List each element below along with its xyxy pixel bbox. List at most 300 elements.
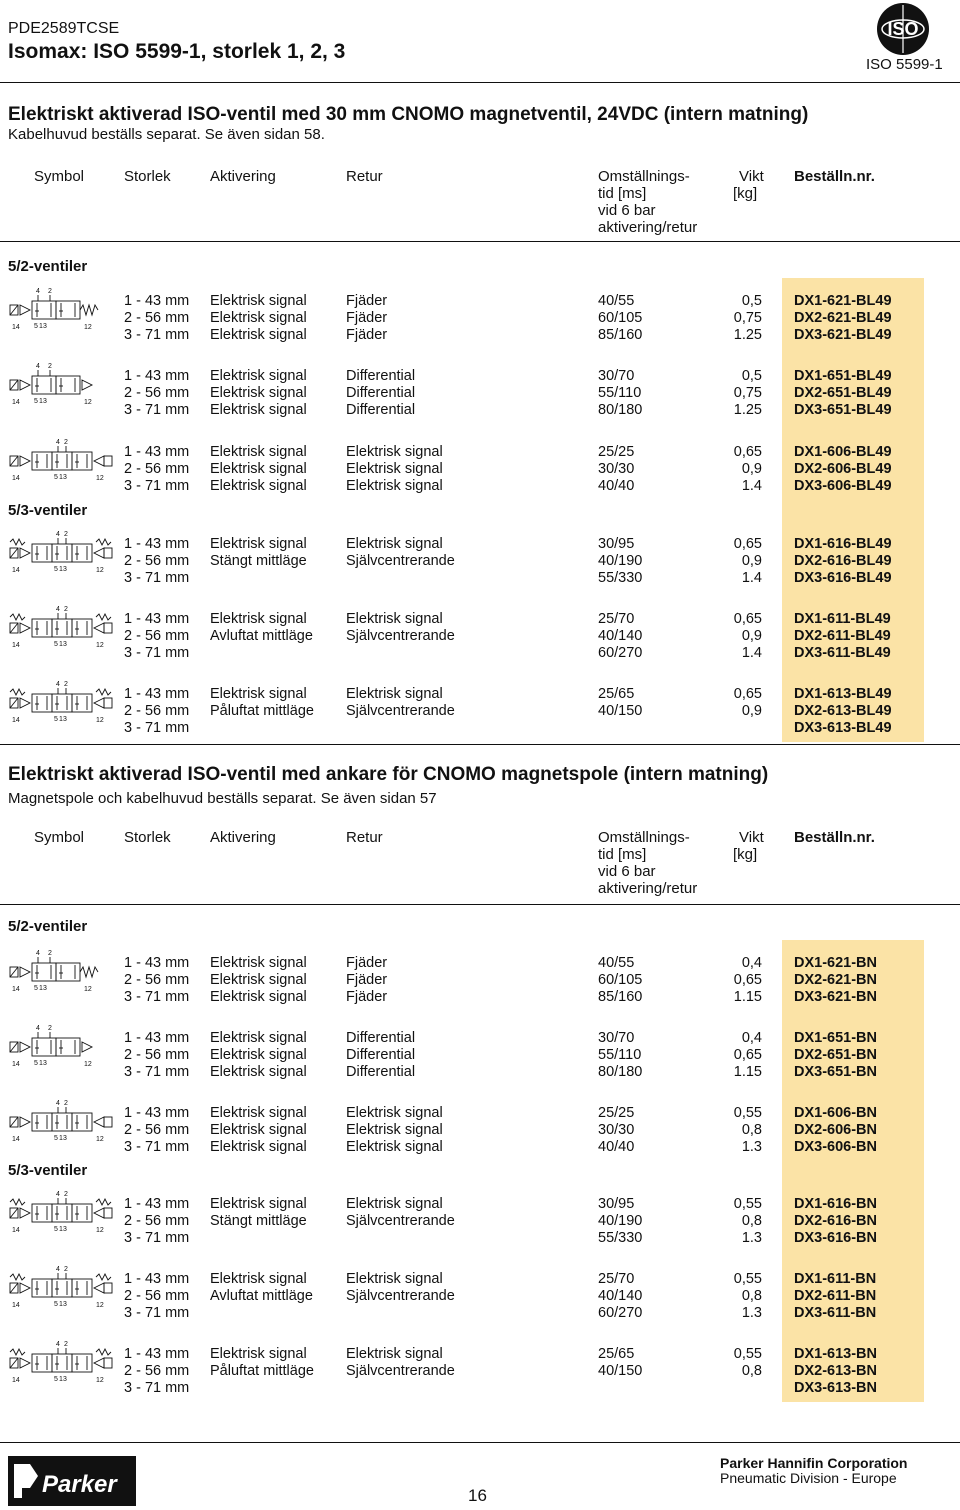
row-weight: 1.15: [733, 1064, 762, 1080]
corporation-name: Parker Hannifin Corporation: [720, 1455, 908, 1471]
port-label-p1: 1: [59, 1226, 63, 1233]
port-label-p4: 4: [56, 531, 60, 538]
row-size: 2 - 56 mm: [124, 461, 190, 477]
row-size: 3 - 71 mm: [124, 402, 190, 418]
port-label-p12: 12: [96, 1136, 104, 1143]
row-switch-time: 40/150: [598, 703, 643, 719]
section1-group-52: 5/2-ventiler: [8, 258, 88, 275]
row-size: 3 - 71 mm: [124, 1380, 190, 1396]
row-weight: 1.15: [733, 989, 762, 1005]
row-weight: 1.25: [733, 402, 762, 418]
row-switch-time: 85/160: [598, 989, 643, 1005]
row-weight: 0,65: [733, 536, 762, 552]
row-actuation: Elektrisk signal: [210, 310, 307, 326]
port-label-p1: 1: [39, 398, 43, 405]
column-header-omst-3: vid 6 bar: [598, 202, 656, 219]
port-label-p14: 14: [12, 642, 20, 649]
row-order-number: DX2-616-BL49: [794, 553, 892, 569]
row-actuation: Elektrisk signal: [210, 686, 307, 702]
row-switch-time: 55/330: [598, 570, 643, 586]
row-order-number: DX1-651-BN: [794, 1030, 877, 1046]
port-label-p5: 5: [54, 1135, 58, 1142]
row-size: 1 - 43 mm: [124, 293, 190, 309]
order-number-highlight: [782, 940, 924, 1402]
row-order-number: DX3-606-BL49: [794, 478, 892, 494]
row-switch-time: 40/55: [598, 293, 635, 309]
row-return: Elektrisk signal: [346, 611, 443, 627]
section1-group-53: 5/3-ventiler: [8, 502, 88, 519]
port-label-p12: 12: [96, 642, 104, 649]
row-return: Elektrisk signal: [346, 1122, 443, 1138]
row-size: 1 - 43 mm: [124, 536, 190, 552]
row-size: 3 - 71 mm: [124, 645, 190, 661]
row-return: Differential: [346, 368, 416, 384]
division-name: Pneumatic Division - Europe: [720, 1470, 897, 1486]
port-label-p3: 3: [43, 985, 47, 992]
valve-symbol: [6, 287, 116, 337]
row-size: 3 - 71 mm: [124, 720, 190, 736]
port-label-p14: 14: [12, 1136, 20, 1143]
row-order-number: DX2-651-BN: [794, 1047, 877, 1063]
row-order-number: DX3-611-BL49: [794, 645, 891, 661]
row-return: Elektrisk signal: [346, 686, 443, 702]
column-header-order-number: Beställn.nr.: [794, 829, 875, 846]
section2-title: Elektriskt aktiverad ISO-ventil med ankare för CNOMO magnetspole (intern matning): [8, 764, 769, 785]
valve-symbol: [6, 530, 116, 580]
parker-logo-text: Parker: [42, 1471, 117, 1498]
row-switch-time: 55/110: [598, 385, 642, 401]
row-switch-time: 40/140: [598, 628, 643, 644]
column-header-omst-1: Omställnings-: [598, 829, 690, 846]
row-switch-time: 30/70: [598, 1030, 635, 1046]
row-switch-time: 55/330: [598, 1230, 643, 1246]
row-weight: 0,55: [733, 1346, 762, 1362]
row-switch-time: 30/70: [598, 368, 635, 384]
row-return: Elektrisk signal: [346, 1346, 443, 1362]
row-size: 2 - 56 mm: [124, 1047, 190, 1063]
port-label-p5: 5: [54, 1376, 58, 1383]
port-label-p4: 4: [56, 1266, 60, 1273]
row-weight: 0,75: [733, 310, 762, 326]
row-actuation: Elektrisk signal: [210, 989, 307, 1005]
row-switch-time: 25/65: [598, 1346, 635, 1362]
port-label-p4: 4: [56, 606, 60, 613]
port-label-p14: 14: [12, 567, 20, 574]
row-actuation: Elektrisk signal: [210, 536, 307, 552]
port-label-p14: 14: [12, 717, 20, 724]
port-label-p4: 4: [36, 288, 40, 295]
row-order-number: DX2-621-BL49: [794, 310, 892, 326]
row-weight: 1.3: [741, 1230, 762, 1246]
port-label-p12: 12: [96, 475, 104, 482]
row-return: Fjäder: [346, 955, 388, 971]
valve-symbol: [6, 362, 116, 412]
row-size: 3 - 71 mm: [124, 1305, 190, 1321]
row-actuation: Stängt mittläge: [210, 553, 307, 569]
row-size: 2 - 56 mm: [124, 385, 190, 401]
column-header-symbol: Symbol: [34, 829, 85, 846]
row-weight: 0,8: [741, 1363, 762, 1379]
row-size: 2 - 56 mm: [124, 972, 190, 988]
row-size: 1 - 43 mm: [124, 368, 190, 384]
row-size: 2 - 56 mm: [124, 1213, 190, 1229]
row-return: Fjäder: [346, 972, 388, 988]
column-header-vikt-2: [kg]: [733, 846, 758, 863]
section1-title: Elektriskt aktiverad ISO-ventil med 30 mm CNOMO magnetventil, 24VDC (intern matning): [8, 104, 809, 125]
valve-symbol: [6, 1024, 116, 1074]
column-header-omst-1: Omställnings-: [598, 168, 690, 185]
row-actuation: Elektrisk signal: [210, 1346, 307, 1362]
row-switch-time: 30/30: [598, 1122, 635, 1138]
section2-group-52: 5/2-ventiler: [8, 918, 88, 935]
row-switch-time: 30/95: [598, 1196, 635, 1212]
port-label-p1: 1: [59, 474, 63, 481]
row-return: Elektrisk signal: [346, 461, 443, 477]
row-size: 2 - 56 mm: [124, 553, 190, 569]
row-weight: 0,5: [741, 368, 762, 384]
port-label-p3: 3: [63, 1135, 67, 1142]
row-return: Elektrisk signal: [346, 1196, 443, 1212]
row-order-number: DX1-651-BL49: [794, 368, 892, 384]
row-weight: 0,9: [741, 461, 762, 477]
row-order-number: DX1-616-BN: [794, 1196, 877, 1212]
row-weight: [700, 1380, 762, 1397]
row-return: Självcentrerande: [346, 1213, 455, 1229]
iso-logo: [876, 2, 930, 56]
valve-symbol: [6, 949, 116, 999]
row-return: Differential: [346, 1064, 416, 1080]
iso-logo-text: ISO: [887, 19, 919, 39]
row-switch-time: 25/25: [598, 444, 635, 460]
row-weight: 1.3: [741, 1139, 762, 1155]
port-label-p5: 5: [34, 398, 38, 405]
row-order-number: DX3-621-BN: [794, 989, 877, 1005]
row-size: 1 - 43 mm: [124, 955, 190, 971]
row-switch-time: 25/65: [598, 686, 635, 702]
parker-logo: [8, 1456, 136, 1506]
row-actuation: Elektrisk signal: [210, 327, 307, 343]
row-order-number: DX3-651-BL49: [794, 402, 892, 418]
row-size: 1 - 43 mm: [124, 444, 190, 460]
valve-symbol: [6, 1099, 116, 1149]
row-order-number: DX1-613-BL49: [794, 686, 892, 702]
row-weight: 1.4: [741, 570, 762, 586]
row-switch-time: 60/270: [598, 1305, 643, 1321]
row-switch-time: 80/180: [598, 1064, 643, 1080]
row-weight: 0,65: [733, 444, 762, 460]
port-label-p3: 3: [63, 1376, 67, 1383]
row-order-number: DX3-613-BN: [794, 1380, 877, 1396]
row-actuation: Elektrisk signal: [210, 293, 307, 309]
row-switch-time: 80/180: [598, 402, 643, 418]
port-label-p1: 1: [59, 566, 63, 573]
row-actuation: Påluftat mittläge: [210, 703, 314, 719]
row-weight: [700, 720, 762, 737]
row-size: 3 - 71 mm: [124, 1139, 190, 1155]
column-header-aktivering: Aktivering: [210, 829, 276, 846]
row-actuation: Elektrisk signal: [210, 385, 307, 401]
column-header-vikt-2: [kg]: [733, 185, 758, 202]
row-switch-time: 25/70: [598, 611, 635, 627]
row-size: 3 - 71 mm: [124, 478, 190, 494]
row-actuation: Elektrisk signal: [210, 444, 307, 460]
row-actuation: Påluftat mittläge: [210, 1363, 314, 1379]
divider: [0, 241, 960, 242]
row-size: 2 - 56 mm: [124, 1122, 190, 1138]
valve-symbol: [6, 1340, 116, 1390]
row-weight: 0,65: [733, 611, 762, 627]
row-order-number: DX1-613-BN: [794, 1346, 877, 1362]
row-weight: 0,9: [741, 628, 762, 644]
valve-symbol: [6, 680, 116, 730]
row-return: Elektrisk signal: [346, 444, 443, 460]
row-actuation: Elektrisk signal: [210, 1105, 307, 1121]
port-label-p12: 12: [96, 717, 104, 724]
row-order-number: DX1-611-BL49: [794, 611, 891, 627]
column-header-omst-4: aktivering/retur: [598, 219, 698, 236]
port-label-p1: 1: [39, 323, 43, 330]
valve-symbol: [6, 1265, 116, 1315]
row-actuation: Elektrisk signal: [210, 1122, 307, 1138]
row-switch-time: 85/160: [598, 327, 643, 343]
row-size: 1 - 43 mm: [124, 1105, 190, 1121]
port-label-p12: 12: [96, 1302, 104, 1309]
row-size: 2 - 56 mm: [124, 628, 190, 644]
port-label-p14: 14: [12, 986, 20, 993]
port-label-p2: 2: [48, 363, 52, 370]
port-label-p4: 4: [56, 681, 60, 688]
row-order-number: DX3-611-BN: [794, 1305, 877, 1321]
row-size: 1 - 43 mm: [124, 611, 190, 627]
row-actuation: Elektrisk signal: [210, 1139, 307, 1155]
row-weight: 0,4: [741, 955, 762, 971]
port-label-p2: 2: [64, 1266, 68, 1273]
row-return: Elektrisk signal: [346, 1271, 443, 1287]
port-label-p12: 12: [84, 399, 92, 406]
column-header-omst-3: vid 6 bar: [598, 863, 656, 880]
row-return: Fjäder: [346, 989, 388, 1005]
port-label-p3: 3: [63, 716, 67, 723]
port-label-p3: 3: [63, 566, 67, 573]
row-actuation: Avluftat mittläge: [210, 628, 313, 644]
row-switch-time: 55/110: [598, 1047, 642, 1063]
row-weight: 0,5: [741, 293, 762, 309]
port-label-p3: 3: [43, 398, 47, 405]
row-order-number: DX2-606-BN: [794, 1122, 877, 1138]
row-order-number: DX2-651-BL49: [794, 385, 892, 401]
port-label-p5: 5: [54, 716, 58, 723]
port-label-p1: 1: [59, 1301, 63, 1308]
row-order-number: DX3-651-BN: [794, 1064, 877, 1080]
row-actuation: Elektrisk signal: [210, 368, 307, 384]
row-order-number: DX2-611-BN: [794, 1288, 877, 1304]
port-label-p1: 1: [59, 716, 63, 723]
divider: [0, 82, 960, 83]
row-switch-time: 40/40: [598, 478, 635, 494]
row-actuation: Elektrisk signal: [210, 478, 307, 494]
port-label-p5: 5: [54, 1226, 58, 1233]
row-switch-time: 25/25: [598, 1105, 635, 1121]
row-return: Självcentrerande: [346, 628, 455, 644]
row-order-number: DX2-606-BL49: [794, 461, 892, 477]
divider: [0, 1442, 960, 1443]
port-label-p14: 14: [12, 1061, 20, 1068]
row-order-number: DX1-621-BN: [794, 955, 877, 971]
row-weight: 0,8: [741, 1213, 762, 1229]
row-order-number: DX2-613-BN: [794, 1363, 877, 1379]
column-header-storlek: Storlek: [124, 168, 171, 185]
port-label-p3: 3: [43, 1060, 47, 1067]
row-actuation: Elektrisk signal: [210, 611, 307, 627]
valve-symbol: [6, 1190, 116, 1240]
port-label-p2: 2: [64, 681, 68, 688]
column-header-omst-4: aktivering/retur: [598, 880, 698, 897]
row-order-number: DX1-616-BL49: [794, 536, 892, 552]
row-weight: 0,4: [741, 1030, 762, 1046]
row-switch-time: 60/105: [598, 972, 643, 988]
port-label-p12: 12: [96, 1227, 104, 1234]
row-switch-time: 30/95: [598, 536, 635, 552]
port-label-p3: 3: [63, 1301, 67, 1308]
row-order-number: DX3-616-BN: [794, 1230, 877, 1246]
row-return: Elektrisk signal: [346, 1139, 443, 1155]
port-label-p14: 14: [12, 1302, 20, 1309]
row-weight: 0,55: [733, 1271, 762, 1287]
row-return: Differential: [346, 385, 416, 401]
valve-symbol: [6, 605, 116, 655]
row-order-number: DX2-616-BN: [794, 1213, 877, 1229]
row-order-number: DX1-606-BL49: [794, 444, 892, 460]
document-code: PDE2589TCSE: [8, 20, 120, 37]
port-label-p3: 3: [63, 641, 67, 648]
row-order-number: DX2-621-BN: [794, 972, 877, 988]
row-size: 1 - 43 mm: [124, 686, 190, 702]
row-return: Självcentrerande: [346, 1288, 455, 1304]
divider: [0, 904, 960, 905]
row-size: 1 - 43 mm: [124, 1346, 190, 1362]
row-weight: 1.25: [733, 327, 762, 343]
port-label-p2: 2: [48, 950, 52, 957]
port-label-p5: 5: [34, 1060, 38, 1067]
port-label-p2: 2: [64, 531, 68, 538]
row-return: Självcentrerande: [346, 1363, 455, 1379]
row-actuation: Elektrisk signal: [210, 1196, 307, 1212]
column-header-order-number: Beställn.nr.: [794, 168, 875, 185]
row-switch-time: 30/30: [598, 461, 635, 477]
port-label-p12: 12: [96, 1377, 104, 1384]
row-weight: 0,8: [741, 1288, 762, 1304]
row-order-number: DX3-616-BL49: [794, 570, 892, 586]
port-label-p14: 14: [12, 1377, 20, 1384]
port-label-p12: 12: [84, 1061, 92, 1068]
port-label-p4: 4: [56, 1100, 60, 1107]
column-header-omst-2: tid [ms]: [598, 846, 647, 863]
port-label-p4: 4: [56, 439, 60, 446]
row-size: 3 - 71 mm: [124, 1064, 190, 1080]
row-return: Elektrisk signal: [346, 478, 443, 494]
row-weight: 1.4: [741, 645, 762, 661]
row-return: Fjäder: [346, 293, 388, 309]
row-weight: 0,9: [741, 703, 762, 719]
row-return: Differential: [346, 1030, 416, 1046]
row-actuation: Elektrisk signal: [210, 402, 307, 418]
row-switch-time: 60/270: [598, 645, 643, 661]
port-label-p4: 4: [36, 950, 40, 957]
port-label-p14: 14: [12, 1227, 20, 1234]
order-number-highlight: [782, 278, 924, 742]
column-header-vikt-1: Vikt: [739, 168, 764, 185]
port-label-p14: 14: [12, 324, 20, 331]
row-return: Differential: [346, 402, 416, 418]
row-size: 1 - 43 mm: [124, 1196, 190, 1212]
row-weight: 0,8: [741, 1122, 762, 1138]
row-weight: 0,9: [741, 553, 762, 569]
column-header-retur: Retur: [346, 168, 383, 185]
port-label-p2: 2: [64, 1191, 68, 1198]
port-label-p12: 12: [96, 567, 104, 574]
port-label-p1: 1: [59, 1376, 63, 1383]
row-weight: 0,55: [733, 1196, 762, 1212]
section2-group-53: 5/3-ventiler: [8, 1162, 88, 1179]
port-label-p1: 1: [59, 1135, 63, 1142]
row-switch-time: 40/55: [598, 955, 635, 971]
section2-subtitle: Magnetspole och kabelhuvud beställs separat. Se även sidan 57: [8, 790, 437, 807]
port-label-p2: 2: [48, 288, 52, 295]
column-header-vikt-1: Vikt: [739, 829, 764, 846]
row-size: 2 - 56 mm: [124, 703, 190, 719]
row-return: Fjäder: [346, 327, 388, 343]
port-label-p5: 5: [34, 323, 38, 330]
port-label-p5: 5: [54, 566, 58, 573]
row-order-number: DX1-621-BL49: [794, 293, 892, 309]
row-switch-time: 40/150: [598, 1363, 643, 1379]
row-order-number: DX1-611-BN: [794, 1271, 877, 1287]
page-number: 16: [468, 1486, 487, 1505]
row-weight: 0,55: [733, 1105, 762, 1121]
row-return: Självcentrerande: [346, 703, 455, 719]
port-label-p3: 3: [63, 1226, 67, 1233]
column-header-omst-2: tid [ms]: [598, 185, 647, 202]
row-actuation: Elektrisk signal: [210, 972, 307, 988]
row-size: 2 - 56 mm: [124, 1288, 190, 1304]
row-switch-time: 60/105: [598, 310, 643, 326]
port-label-p3: 3: [63, 474, 67, 481]
column-header-retur: Retur: [346, 829, 383, 846]
port-label-p2: 2: [64, 1341, 68, 1348]
row-switch-time: 40/140: [598, 1288, 643, 1304]
row-return: Självcentrerande: [346, 553, 455, 569]
row-size: 3 - 71 mm: [124, 327, 190, 343]
row-return: Elektrisk signal: [346, 1105, 443, 1121]
row-weight: 1.4: [741, 478, 762, 494]
port-label-p3: 3: [43, 323, 47, 330]
row-order-number: DX3-606-BN: [794, 1139, 877, 1155]
port-label-p4: 4: [56, 1191, 60, 1198]
column-header-aktivering: Aktivering: [210, 168, 276, 185]
row-switch-time: 40/40: [598, 1139, 635, 1155]
row-switch-time: 40/190: [598, 553, 643, 569]
port-label-p14: 14: [12, 399, 20, 406]
port-label-p12: 12: [84, 324, 92, 331]
row-return: Elektrisk signal: [346, 536, 443, 552]
row-weight: 0,65: [733, 686, 762, 702]
port-label-p14: 14: [12, 475, 20, 482]
row-size: 3 - 71 mm: [124, 570, 190, 586]
port-label-p4: 4: [36, 1025, 40, 1032]
port-label-p5: 5: [34, 985, 38, 992]
port-label-p1: 1: [39, 1060, 43, 1067]
row-actuation: Stängt mittläge: [210, 1213, 307, 1229]
